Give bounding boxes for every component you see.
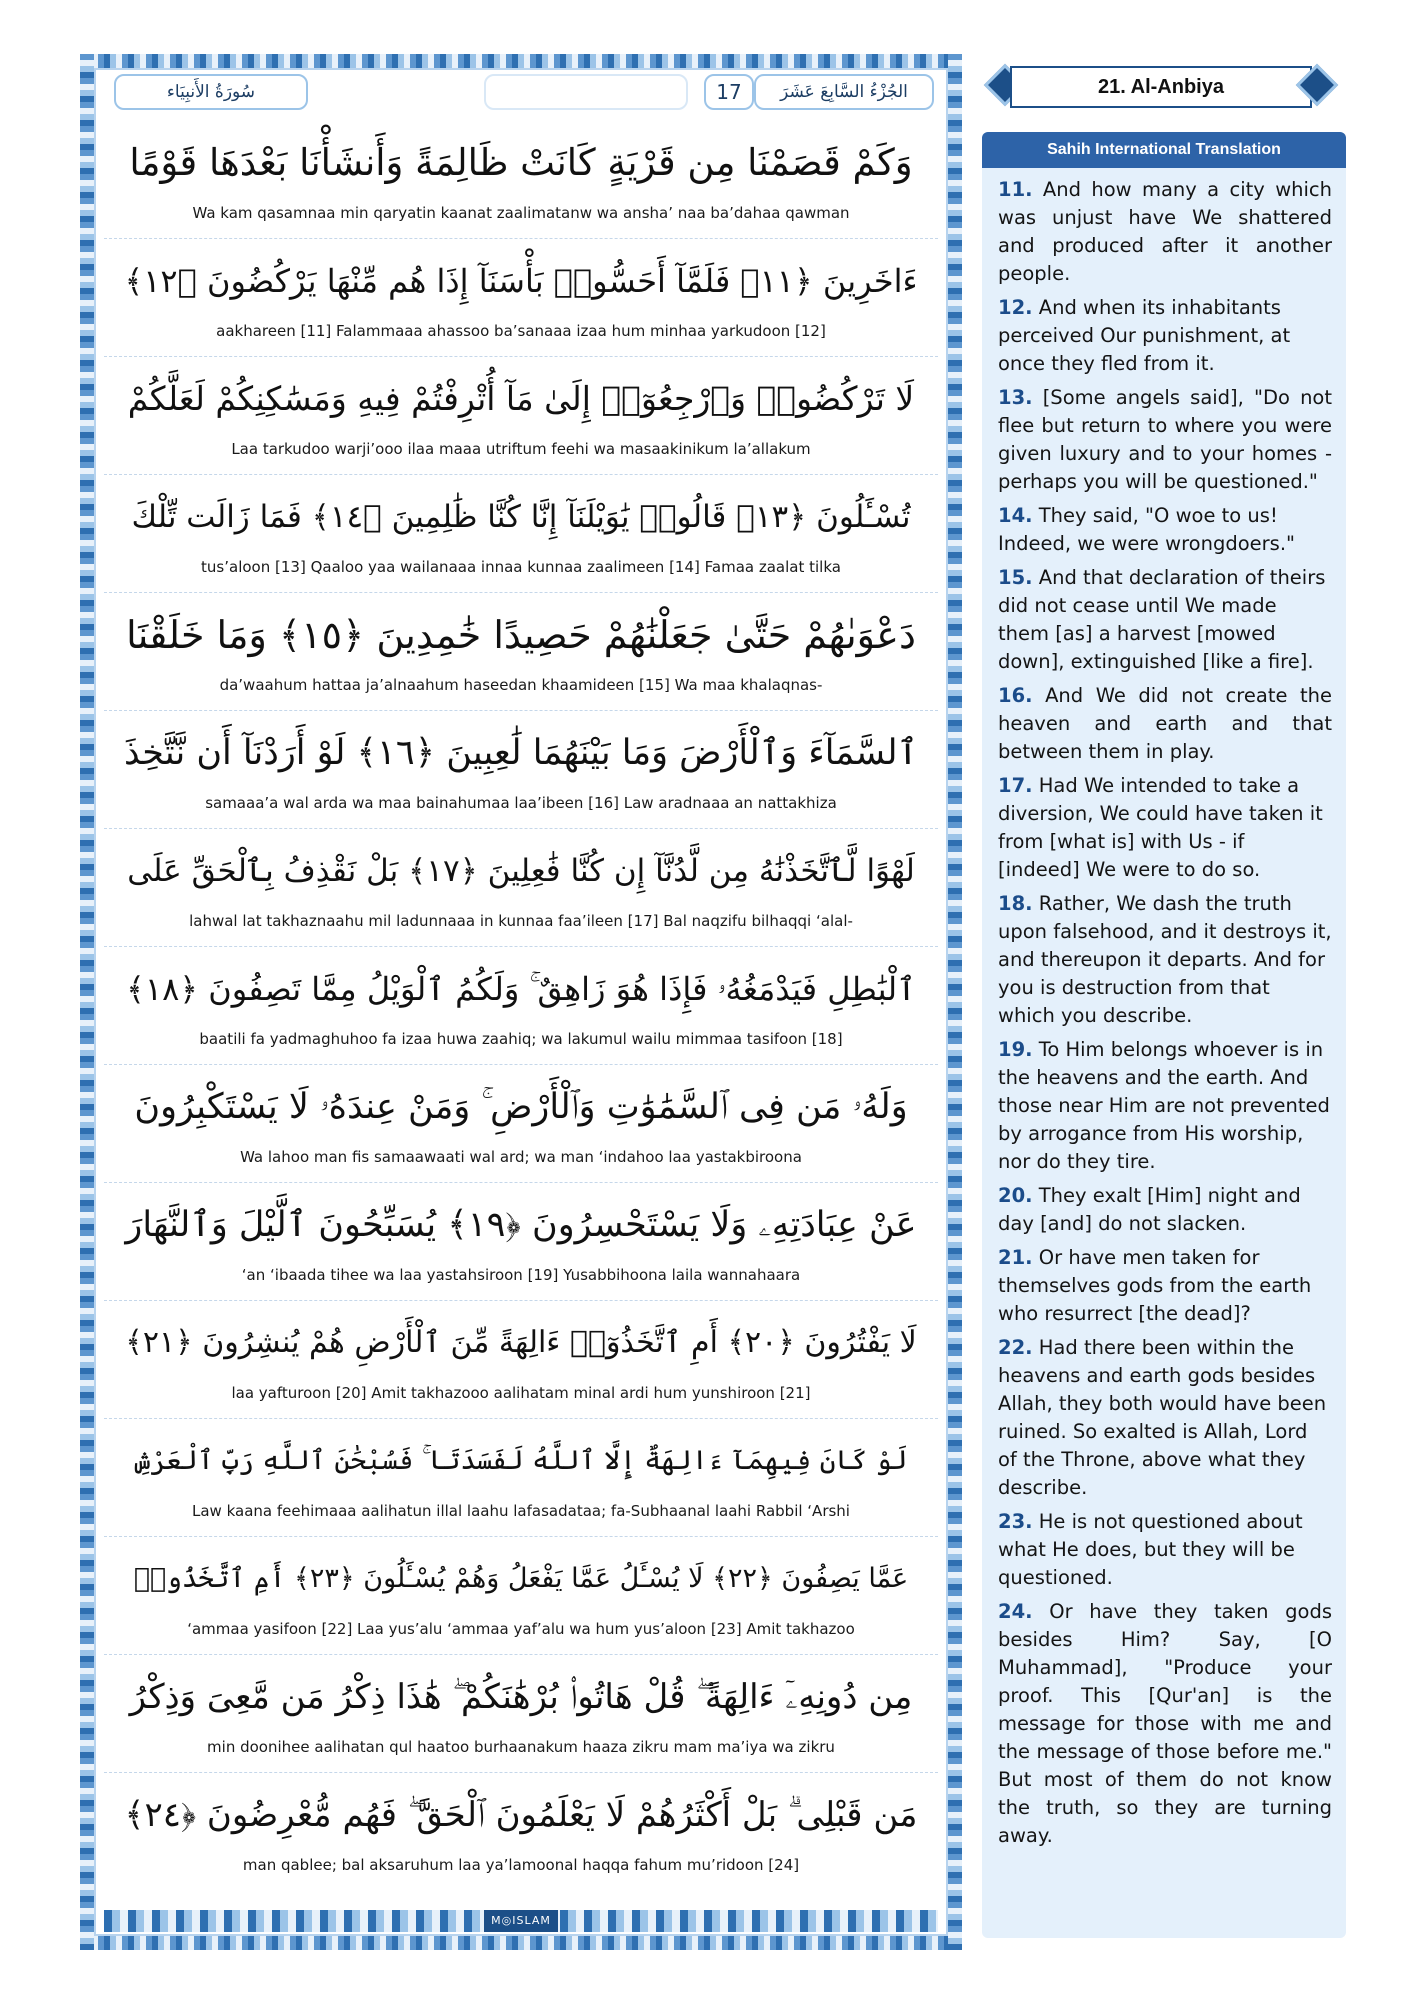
ornamental-border-left [80,54,94,1950]
verse-line [104,1772,938,1890]
verse-text: And that declaration of theirs did not cease until We made them [as] a harvest [mowed down], extinguished [like a fire]. [998,566,1326,673]
chapter-header [982,62,1342,114]
transliteration: Laa tarkudoo warji’ooo ilaa maaa utriftum feehi wa masaakinikum la’allakum [231,440,811,458]
header-ornament [484,74,688,110]
translation-verse [998,1036,1332,1176]
translation-banner: Sahih International Translation [982,132,1346,168]
verse-number: 22. [998,1336,1033,1359]
verse-text: Or have men taken for themselves gods from the earth who resurrect [the dead]? [998,1246,1312,1325]
arabic-text: لَا تَرْكُضُوا۟ وَٱرْجِعُوٓا۟ إِلَىٰ مَآ أُتْرِفْتُمْ فِيهِ وَمَسَٰكِنِكُمْ لَعَلَّكُمْ [127,379,915,418]
footer-logo: M◎ISLAM [484,1910,558,1932]
arabic-text: ءَاخَرِينَ ﴿١١﴾ فَلَمَّآ أَحَسُّوا۟ بَأْسَنَآ إِذَا هُم مِّنْهَا يَرْكُضُونَ ﴿١٢﴾ [124,262,918,300]
ornamental-border-right [948,54,962,1950]
arabic-text: ٱلسَّمَآءَ وَٱلْأَرْضَ وَمَا بَيْنَهُمَا لَٰعِبِينَ ﴿١٦﴾ لَوْ أَرَدْنَآ أَن نَّتَّخِذَ [123,733,918,773]
verse-text: Had there been within the heavens and earth gods besides Allah, they both would have been ruined. So exalted is Allah, Lord of the Throne, above what they describe. [998,1336,1327,1499]
verse-text: He is not questioned about what He does, but they will be questioned. [998,1510,1303,1589]
translation-verse-list [998,176,1332,1856]
ornamental-border-bottom [80,1936,962,1950]
verse-line [104,474,938,593]
verse-number: 16. [998,684,1033,707]
verse-text: Or have they taken gods besides Him? Say, [O Muhammad], "Produce your proof. This [Qur'an] is the message for those with me and the message of those before me." But most of them do not know the truth, so they are turning away. [998,1600,1332,1847]
translation-verse [998,1598,1332,1850]
verse-line [104,828,938,947]
verse-text: And when its inhabitants perceived Our punishment, at once they fled from it. [998,296,1291,375]
verse-text: They exalt [Him] night and day [and] do not slacken. [998,1184,1301,1235]
verse-line [104,1418,938,1537]
transliteration: Law kaana feehimaaa aalihatun illal laahu lafasadataa; fa-Subhaanal laahi Rabbil ‘Arshi [192,1502,850,1520]
transliteration: laa yafturoon [20] Amit takhazooo aalihatam minal ardi hum yunshiroon [21] [231,1384,811,1402]
arabic-text: وَلَهُۥ مَن فِى ٱلسَّمَٰوَٰتِ وَٱلْأَرْضِ ۚ وَمَنْ عِندَهُۥ لَا يَسْتَكْبِرُونَ [134,1087,908,1127]
transliteration: ‘an ‘ibaada tihee wa laa yastahsiroon [19] Yusabbihoona laila wannahaara [241,1266,801,1284]
page-number: 17 [704,74,754,110]
arabic-text: عَمَّا يَصِفُونَ ﴿٢٢﴾ لَا يُسْـَٔلُ عَمَّا يَفْعَلُ وَهُمْ يُسْـَٔلُونَ ﴿٢٣﴾ أَمِ ٱتَّخَذُوا۟ [133,1563,909,1594]
verse-number: 17. [998,774,1033,797]
ornamental-border-top [80,54,962,68]
verse-text: They said, "O woe to us! Indeed, we were wrongdoers." [998,504,1295,555]
verse-line [104,592,938,711]
verse-line [104,1064,938,1183]
arabic-text: عَنْ عِبَادَتِهِۦ وَلَا يَسْتَحْسِرُونَ ﴿١٩﴾ يُسَبِّحُونَ ٱلَّيْلَ وَٱلنَّهَارَ [125,1205,917,1245]
verse-number: 14. [998,504,1033,527]
arabic-text: مِن دُونِهِۦٓ ءَالِهَةً ۖ قُلْ هَاتُوا۟ بُرْهَٰنَكُمْ ۖ هَٰذَا ذِكْرُ مَن مَّعِىَ وَذِكْرُ [129,1677,913,1717]
verse-number: 24. [998,1600,1033,1623]
page-footer [104,1910,938,1932]
translation-verse [998,682,1332,766]
verse-line [104,1654,938,1773]
verse-text: Rather, We dash the truth upon falsehood, and it destroys it, and thereupon it departs. And for you is destruction from that which you describe. [998,892,1332,1027]
transliteration: man qablee; bal aksaruhum laa ya’lamoonal haqqa fahum mu’ridoon [24] [242,1856,800,1874]
transliteration: samaaa’a wal arda wa maa bainahumaa laa’ibeen [16] Law aradnaaa an nattakhiza [205,794,837,812]
verse-line [104,946,938,1065]
transliteration: baatili fa yadmaghuhoo fa izaa huwa zaahiq; wa lakumul wailu mimmaa tasifoon [18] [199,1030,843,1048]
translation-verse [998,502,1332,558]
translation-verse [998,1244,1332,1328]
verse-line [104,356,938,475]
verse-text: And We did not create the heaven and earth and that between them in play. [998,684,1333,763]
verse-text: [Some angels said], "Do not flee but return to where you were given luxury and to your homes - perhaps you will be questioned." [998,386,1333,493]
translation-verse [998,176,1332,288]
page-header [104,74,938,108]
transliteration: tus’aloon [13] Qaaloo yaa wailanaaa innaa kunnaa zaalimeen [14] Famaa zaalat tilka [201,558,841,576]
arabic-text: لَهْوًا لَّٱتَّخَذْنَٰهُ مِن لَّدُنَّآ إِن كُنَّا فَٰعِلِينَ ﴿١٧﴾ بَلْ نَقْذِفُ بِٱلْحَقِّ عَلَى [127,853,915,889]
verse-line [104,1300,938,1419]
verse-line [104,710,938,829]
arabic-text: ٱلْبَٰطِلِ فَيَدْمَغُهُۥ فَإِذَا هُوَ زَاهِقٌ ۚ وَلَكُمُ ٱلْوَيْلُ مِمَّا تَصِفُونَ ﴿١٨﴾ [126,970,916,1008]
juz-name-arabic: الجُزْءُ السَّابِعَ عَشَرَ [754,74,934,110]
verse-number: 20. [998,1184,1033,1207]
verse-line [104,1182,938,1301]
verse-number: 18. [998,892,1033,915]
translation-verse [998,1334,1332,1502]
mushaf-page [80,54,962,1950]
verse-number: 19. [998,1038,1033,1061]
verse-number: 23. [998,1510,1033,1533]
arabic-text: لَوْ كَانَ فِيهِمَآ ءَالِهَةٌ إِلَّا ٱللَّهُ لَفَسَدَتَا ۚ فَسُبْحَٰنَ ٱللَّهِ رَبِّ ٱلْعَرْشِ [134,1445,908,1476]
arabic-text: تُسْـَٔلُونَ ﴿١٣﴾ قَالُوا۟ يَٰوَيْلَنَآ إِنَّا كُنَّا ظَٰلِمِينَ ﴿١٤﴾ فَمَا زَالَت تِّلْكَ [131,499,911,535]
transliteration: aakhareen [11] Falammaaa ahassoo ba’sanaaa izaa hum minhaa yarkudoon [12] [216,322,826,340]
translation-verse [998,384,1332,496]
arabic-text: لَا يَفْتُرُونَ ﴿٢٠﴾ أَمِ ٱتَّخَذُوٓا۟ ءَالِهَةً مِّنَ ٱلْأَرْضِ هُمْ يُنشِرُونَ ﴿٢١﴾ [125,1325,917,1360]
translation-verse [998,772,1332,884]
translation-verse [998,294,1332,378]
verse-text: Had We intended to take a diversion, We could have taken it from [what is] with Us - if [indeed] We were to do so. [998,774,1323,881]
verse-number: 21. [998,1246,1033,1269]
verse-number: 12. [998,296,1033,319]
translation-verse [998,1508,1332,1592]
arabic-text: وَكَمْ قَصَمْنَا مِن قَرْيَةٍ كَانَتْ ظَالِمَةً وَأَنشَأْنَا بَعْدَهَا قَوْمًا [129,141,913,184]
transliteration: min doonihee aalihatan qul haatoo burhaanakum haaza zikru mam ma’iya wa zikru [207,1738,835,1756]
transliteration: lahwal lat takhaznaahu mil ladunnaaa in kunnaa faa’ileen [17] Bal naqzifu bilhaqqi ‘alal- [189,912,853,930]
transliteration: Wa kam qasamnaa min qaryatin kaanat zaalimatanw wa ansha’ naa ba’dahaa qawman [192,204,850,222]
arabic-text: مَن قَبْلِى ۗ بَلْ أَكْثَرُهُمْ لَا يَعْلَمُونَ ٱلْحَقَّ ۖ فَهُم مُّعْرِضُونَ ﴿٢٤﴾ [124,1795,918,1835]
surah-name-arabic: سُورَةُ الأَنبِيَاء [114,74,308,110]
transliteration: da’waahum hattaa ja’alnaahum haseedan khaamideen [15] Wa maa khalaqnas- [219,676,823,694]
translation-verse [998,890,1332,1030]
arabic-text: دَعْوَىٰهُمْ حَتَّىٰ جَعَلْنَٰهُمْ حَصِيدًا خَٰمِدِينَ ﴿١٥﴾ وَمَا خَلَقْنَا [126,613,916,657]
transliteration: Wa lahoo man fis samaawaati wal ard; wa man ‘indahoo laa yastakbiroona [240,1148,802,1166]
verse-text: And how many a city which was unjust have We shattered and produced after it another people. [998,178,1332,285]
verse-text: To Him belongs whoever is in the heavens and the earth. And those near Him are not prevented by arrogance from His worship, nor do they tire. [998,1038,1330,1173]
translation-panel [982,132,1346,1938]
verse-number: 11. [998,178,1033,201]
chapter-title: 21. Al-Anbiya [1010,66,1312,108]
translation-verse [998,1182,1332,1238]
verse-lines [104,120,938,1900]
transliteration: ‘ammaa yasifoon [22] Laa yus’alu ‘ammaa yaf’alu wa hum yus’aloon [23] Amit takhazoo [187,1620,855,1638]
verse-number: 15. [998,566,1033,589]
verse-line [104,238,938,357]
translation-verse [998,564,1332,676]
verse-line [104,120,938,239]
verse-line [104,1536,938,1655]
verse-number: 13. [998,386,1033,409]
